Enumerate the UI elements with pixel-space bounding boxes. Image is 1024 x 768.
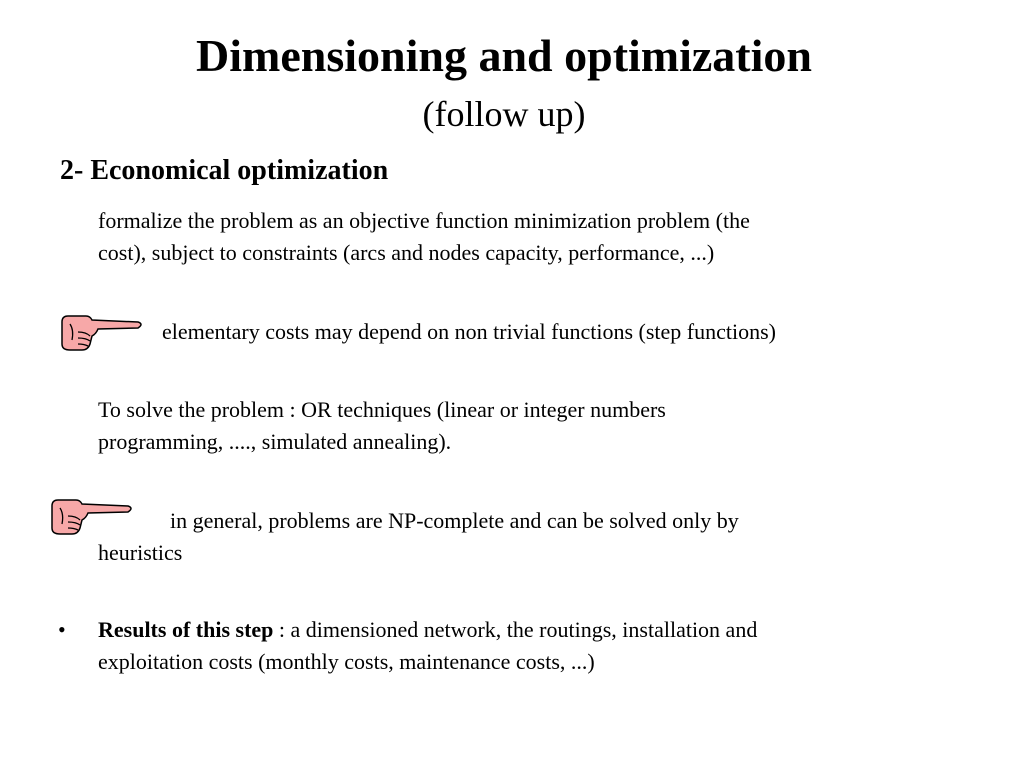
slide-subtitle: (follow up): [422, 94, 586, 134]
paragraph-line: in general, problems are NP-complete and can be solved only by: [170, 508, 739, 533]
paragraph-line: [98, 614, 928, 646]
paragraph-line: To solve the problem : OR techniques (linear or integer numbers: [98, 397, 666, 422]
paragraph-line: elementary costs may depend on non trivial functions (step functions): [162, 319, 777, 344]
paragraph-results: [98, 614, 928, 678]
paragraph-line: exploitation costs (monthly costs, maintenance costs, ...): [98, 649, 595, 674]
paragraph-np-complete: [98, 505, 928, 569]
section-heading: 2- Economical optimization: [60, 155, 389, 186]
paragraph-elementary-costs: [162, 316, 962, 348]
pointing-hand-icon: [56, 310, 146, 358]
paragraph-line: formalize the problem as an objective function minimization problem (the: [98, 208, 750, 233]
paragraph-formalize: [98, 205, 928, 269]
paragraph-line: programming, ...., simulated annealing).: [98, 429, 452, 454]
paragraph-line: cost), subject to constraints (arcs and nodes capacity, performance, ...): [98, 240, 715, 265]
results-text: : a dimensioned network, the routings, installation and: [273, 617, 758, 642]
paragraph-or-techniques: [98, 394, 928, 458]
results-label: Results of this step: [98, 617, 274, 642]
bullet-marker: •: [58, 617, 66, 642]
paragraph-line: heuristics: [98, 540, 183, 565]
slide-title: Dimensioning and optimization: [196, 30, 812, 81]
